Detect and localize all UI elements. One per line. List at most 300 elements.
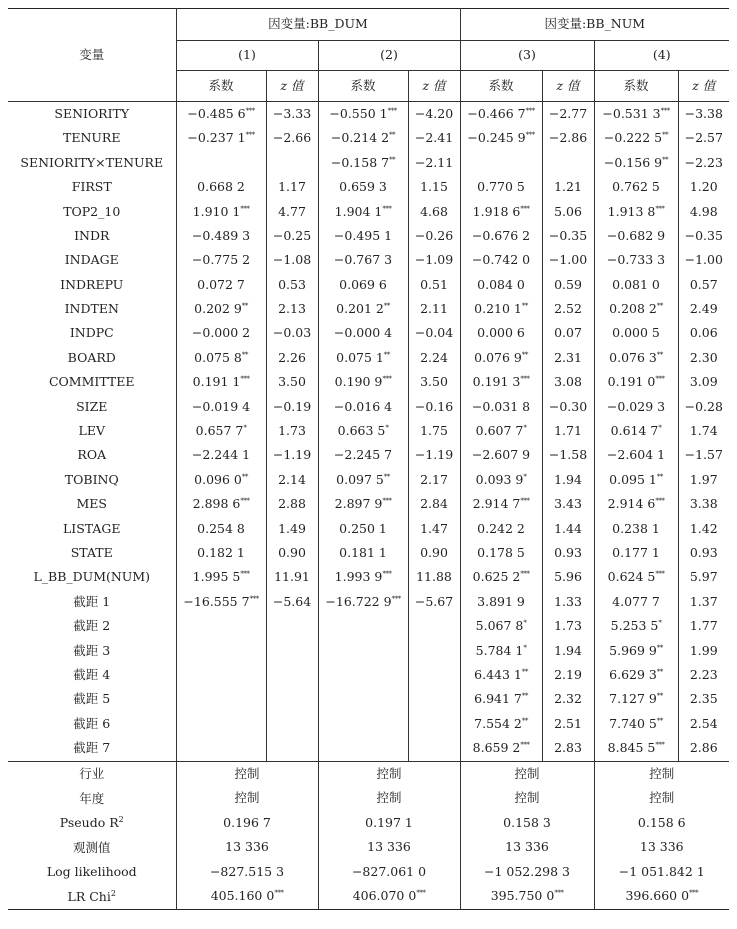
cell-value: 13 336 xyxy=(505,839,549,855)
significance-stars: ** xyxy=(241,472,248,481)
coef-cell xyxy=(594,468,678,492)
z-cell xyxy=(542,468,594,492)
significance-stars: *** xyxy=(240,497,250,506)
coef-cell xyxy=(460,443,542,467)
cell-value: 0.762 5 xyxy=(612,179,660,195)
cell-value: 1.21 xyxy=(554,179,582,195)
cell-value: 0.238 1 xyxy=(612,520,660,536)
coef-cell xyxy=(460,663,542,687)
cell-value: 控制 xyxy=(234,765,260,781)
cell-value: 3.50 xyxy=(420,374,448,390)
coef-column-header: 系数 xyxy=(318,71,408,102)
significance-stars: *** xyxy=(382,204,392,213)
z-cell xyxy=(542,248,594,272)
significance-stars: ** xyxy=(383,350,390,359)
z-cell xyxy=(266,419,318,443)
cell-value: −0.26 xyxy=(414,227,454,243)
z-cell xyxy=(542,273,594,297)
coef-cell xyxy=(176,687,266,711)
significance-stars: ** xyxy=(241,302,248,311)
summary-label-text: 观测值 xyxy=(72,839,111,855)
table-row xyxy=(8,443,729,467)
significance-stars: *** xyxy=(689,889,699,898)
significance-stars: ** xyxy=(662,155,669,164)
coef-cell xyxy=(460,322,542,346)
cell-value: 0.076 3 xyxy=(609,349,657,365)
coef-column-header: 系数 xyxy=(176,71,266,102)
significance-stars: *** xyxy=(520,497,530,506)
coef-cell xyxy=(460,346,542,370)
variable-name: SENIORITY×TENURE xyxy=(8,151,176,175)
cell-value: −1 051.842 1 xyxy=(618,863,705,879)
summary-value xyxy=(460,835,594,860)
summary-value xyxy=(594,884,729,909)
cell-value: 406.070 0 xyxy=(352,888,417,904)
z-cell xyxy=(408,322,460,346)
coef-cell xyxy=(460,468,542,492)
cell-value: −0.019 4 xyxy=(191,398,251,414)
cell-value: 0.93 xyxy=(554,544,582,560)
summary-row xyxy=(8,761,729,786)
cell-value: 1.904 1 xyxy=(334,203,383,219)
significance-stars: *** xyxy=(245,106,255,115)
cell-value: −0.466 7 xyxy=(467,105,526,121)
z-cell xyxy=(266,468,318,492)
coef-cell xyxy=(460,102,542,127)
cell-value: −827.515 3 xyxy=(209,863,285,879)
coef-cell xyxy=(594,224,678,248)
coef-cell xyxy=(176,639,266,663)
significance-stars: ** xyxy=(521,667,528,676)
z-cell xyxy=(408,419,460,443)
cell-value: 3.38 xyxy=(689,496,718,512)
significance-stars: *** xyxy=(382,375,392,384)
coef-cell xyxy=(594,175,678,199)
z-cell xyxy=(678,712,729,736)
cell-value: −0.222 5 xyxy=(603,130,663,146)
z-cell xyxy=(678,346,729,370)
coef-cell xyxy=(460,492,542,516)
cell-value: 4.68 xyxy=(420,203,448,219)
cell-value: 0.625 2 xyxy=(472,569,521,585)
cell-value: 0.000 6 xyxy=(477,325,525,341)
z-cell xyxy=(408,687,460,711)
z-cell xyxy=(266,126,318,150)
cell-value: 1.74 xyxy=(689,423,718,439)
z-cell xyxy=(678,517,729,541)
significance-stars: * xyxy=(385,424,389,433)
z-cell xyxy=(408,590,460,614)
z-cell xyxy=(678,541,729,565)
variable-name: 截距 5 xyxy=(8,687,176,711)
coef-cell xyxy=(460,248,542,272)
table-row xyxy=(8,517,729,541)
z-cell xyxy=(266,639,318,663)
cell-value: 5.067 8 xyxy=(475,618,524,634)
table-row xyxy=(8,541,729,565)
cell-value: −0.30 xyxy=(548,398,588,414)
variable-name: COMMITTEE xyxy=(8,370,176,394)
cell-value: 2.11 xyxy=(420,301,448,317)
cell-value: 0.072 7 xyxy=(197,276,245,292)
cell-value: 5.96 xyxy=(554,569,582,585)
coef-cell xyxy=(318,102,408,127)
variable-header: 变量 xyxy=(8,9,176,102)
coef-cell xyxy=(318,273,408,297)
coef-cell xyxy=(176,419,266,443)
coef-cell xyxy=(460,712,542,736)
cell-value: 3.43 xyxy=(554,496,582,512)
cell-value: 1.15 xyxy=(420,179,448,195)
cell-value: −5.64 xyxy=(272,593,312,609)
cell-value: 1.17 xyxy=(278,179,306,195)
table-row xyxy=(8,297,729,321)
summary-rows xyxy=(8,761,729,909)
summary-value xyxy=(594,786,729,811)
coef-cell xyxy=(460,370,542,394)
significance-stars: * xyxy=(523,424,527,433)
table-row xyxy=(8,102,729,127)
coef-cell xyxy=(176,200,266,224)
coef-cell xyxy=(176,395,266,419)
cell-value: 4.77 xyxy=(278,203,306,219)
coef-cell xyxy=(594,639,678,663)
summary-label-text: Log likelihood xyxy=(46,864,137,880)
z-cell xyxy=(678,565,729,589)
cell-value: 11.88 xyxy=(416,569,452,585)
summary-value xyxy=(176,761,318,786)
coef-cell xyxy=(460,687,542,711)
cell-value: −0.031 8 xyxy=(471,398,531,414)
summary-value xyxy=(176,860,318,885)
cell-value: 3.891 9 xyxy=(477,593,525,609)
coef-cell xyxy=(318,175,408,199)
cell-value: −2.607 9 xyxy=(471,447,531,463)
model-header: (3) xyxy=(460,41,594,71)
cell-value: 1.44 xyxy=(554,520,582,536)
cell-value: 0.000 5 xyxy=(612,325,660,341)
z-cell xyxy=(266,297,318,321)
significance-stars: *** xyxy=(554,889,564,898)
coef-cell xyxy=(318,687,408,711)
coef-cell xyxy=(318,468,408,492)
cell-value: 2.23 xyxy=(689,666,718,682)
significance-stars: ** xyxy=(241,350,248,359)
z-cell xyxy=(678,395,729,419)
coef-cell xyxy=(318,565,408,589)
coef-cell xyxy=(460,419,542,443)
summary-value xyxy=(318,835,460,860)
z-column-header: z 值 xyxy=(266,71,318,102)
cell-value: 2.898 6 xyxy=(192,496,241,512)
coef-cell xyxy=(176,614,266,638)
cell-value: 0.614 7 xyxy=(610,423,659,439)
coef-cell xyxy=(176,736,266,761)
z-cell xyxy=(678,102,729,127)
cell-value: −0.000 2 xyxy=(191,325,251,341)
cell-value: −0.775 2 xyxy=(191,252,251,268)
cell-value: 控制 xyxy=(649,790,675,806)
summary-value xyxy=(318,884,460,909)
z-cell xyxy=(266,102,318,127)
cell-value: 8.659 2 xyxy=(472,740,521,756)
table-row xyxy=(8,200,729,224)
coef-cell xyxy=(594,614,678,638)
coef-cell xyxy=(460,395,542,419)
summary-label xyxy=(8,860,176,885)
cell-value: 0.57 xyxy=(689,276,718,292)
significance-stars: ** xyxy=(662,131,669,140)
cell-value: −0.35 xyxy=(548,227,588,243)
cell-value: 0.097 5 xyxy=(336,471,384,487)
cell-value: 6.629 3 xyxy=(609,666,657,682)
cell-value: 2.17 xyxy=(420,471,448,487)
coef-cell xyxy=(176,590,266,614)
cell-value: −2.57 xyxy=(684,130,723,146)
cell-value: 0.081 0 xyxy=(612,276,660,292)
z-cell xyxy=(266,248,318,272)
coef-cell xyxy=(460,565,542,589)
cell-value: 6.941 7 xyxy=(474,691,522,707)
coef-cell xyxy=(318,126,408,150)
model-header: (2) xyxy=(318,41,460,71)
table-row xyxy=(8,346,729,370)
cell-value: −0.531 3 xyxy=(602,105,661,121)
cell-value: −0.495 1 xyxy=(333,227,393,243)
cell-value: 7.740 5 xyxy=(609,715,657,731)
cell-value: −5.67 xyxy=(414,593,454,609)
summary-value xyxy=(460,811,594,836)
coef-cell xyxy=(176,468,266,492)
z-cell xyxy=(408,468,460,492)
cell-value: −1.19 xyxy=(414,447,454,463)
z-cell xyxy=(266,517,318,541)
cell-value: 2.24 xyxy=(420,349,448,365)
cell-value: 0.659 3 xyxy=(339,179,387,195)
variable-name: 截距 7 xyxy=(8,736,176,761)
cell-value: 2.30 xyxy=(689,349,718,365)
coef-cell xyxy=(594,273,678,297)
cell-value: 2.914 6 xyxy=(607,496,656,512)
coef-cell xyxy=(594,395,678,419)
cell-value: 7.554 2 xyxy=(474,715,522,731)
cell-value: 2.14 xyxy=(278,471,306,487)
cell-value: −0.550 1 xyxy=(329,105,388,121)
table-row xyxy=(8,712,729,736)
coef-cell xyxy=(460,590,542,614)
coef-cell xyxy=(594,541,678,565)
table-row xyxy=(8,565,729,589)
cell-value: 0.93 xyxy=(689,544,718,560)
regression-table xyxy=(8,8,729,910)
cell-value: 控制 xyxy=(376,790,402,806)
cell-value: −1.08 xyxy=(272,252,312,268)
z-cell xyxy=(542,517,594,541)
cell-value: 0.158 6 xyxy=(637,814,686,830)
z-cell xyxy=(408,395,460,419)
z-cell xyxy=(266,492,318,516)
cell-value: 11.91 xyxy=(274,569,310,585)
coef-cell xyxy=(176,712,266,736)
significance-stars: ** xyxy=(521,692,528,701)
coef-cell xyxy=(318,614,408,638)
coef-cell xyxy=(460,224,542,248)
coef-cell xyxy=(176,370,266,394)
z-column-header: z 值 xyxy=(678,71,729,102)
coef-cell xyxy=(460,614,542,638)
variable-name: SIZE xyxy=(8,395,176,419)
significance-stars: ** xyxy=(389,155,396,164)
z-cell xyxy=(408,492,460,516)
cell-value: 0.51 xyxy=(420,276,448,292)
z-cell xyxy=(266,322,318,346)
significance-stars: *** xyxy=(240,570,250,579)
coef-cell xyxy=(176,273,266,297)
z-cell xyxy=(678,492,729,516)
cell-value: 0.663 5 xyxy=(337,423,386,439)
variable-name: SENIORITY xyxy=(8,102,176,127)
summary-value xyxy=(176,835,318,860)
cell-value: 0.210 1 xyxy=(474,301,522,317)
cell-value: 3.08 xyxy=(554,374,582,390)
cell-value: 1.918 6 xyxy=(472,203,521,219)
significance-stars: * xyxy=(658,424,662,433)
z-cell xyxy=(542,224,594,248)
significance-stars: *** xyxy=(655,204,665,213)
cell-value: 0.59 xyxy=(554,276,582,292)
cell-value: −0.742 0 xyxy=(471,252,531,268)
cell-value: 405.160 0 xyxy=(210,888,275,904)
significance-stars: ** xyxy=(656,350,663,359)
cell-value: −2.41 xyxy=(414,130,454,146)
cell-value: 1.42 xyxy=(689,520,718,536)
z-cell xyxy=(542,687,594,711)
variable-name: TOBINQ xyxy=(8,468,176,492)
summary-value xyxy=(460,884,594,909)
table-row xyxy=(8,370,729,394)
z-cell xyxy=(408,151,460,175)
cell-value: 0.095 1 xyxy=(609,471,657,487)
variable-name: 截距 1 xyxy=(8,590,176,614)
cell-value: 1.99 xyxy=(689,642,718,658)
coef-cell xyxy=(318,590,408,614)
coef-cell xyxy=(460,200,542,224)
cell-value: 396.660 0 xyxy=(625,888,690,904)
cell-value: 1.75 xyxy=(420,423,448,439)
coef-column-header: 系数 xyxy=(594,71,678,102)
cell-value: 2.54 xyxy=(689,715,718,731)
summary-value xyxy=(176,811,318,836)
model-header: (4) xyxy=(594,41,729,71)
coef-cell xyxy=(318,248,408,272)
z-cell xyxy=(408,517,460,541)
significance-stars: ** xyxy=(656,643,663,652)
cell-value: 2.13 xyxy=(278,301,306,317)
cell-value: −2.604 1 xyxy=(606,447,666,463)
z-cell xyxy=(266,200,318,224)
variable-name: INDTEN xyxy=(8,297,176,321)
z-cell xyxy=(542,419,594,443)
z-cell xyxy=(266,151,318,175)
coef-cell xyxy=(460,517,542,541)
significance-stars: *** xyxy=(520,375,530,384)
cell-value: −0.156 9 xyxy=(603,154,663,170)
z-cell xyxy=(408,565,460,589)
z-cell xyxy=(542,712,594,736)
variable-name: STATE xyxy=(8,541,176,565)
coef-cell xyxy=(176,663,266,687)
cell-value: −2.77 xyxy=(548,105,588,121)
coef-cell xyxy=(594,419,678,443)
cell-value: 2.52 xyxy=(554,301,582,317)
coef-cell xyxy=(594,102,678,127)
cell-value: 8.845 5 xyxy=(607,740,656,756)
coef-cell xyxy=(460,639,542,663)
z-cell xyxy=(266,736,318,761)
significance-stars: *** xyxy=(245,131,255,140)
z-cell xyxy=(542,346,594,370)
z-cell xyxy=(266,346,318,370)
cell-value: 2.32 xyxy=(554,691,582,707)
summary-label xyxy=(8,835,176,860)
z-cell xyxy=(678,468,729,492)
cell-value: −1.57 xyxy=(684,447,723,463)
cell-value: 1.73 xyxy=(278,423,306,439)
coef-cell xyxy=(176,151,266,175)
cell-value: 3.09 xyxy=(689,374,718,390)
variable-name: 截距 4 xyxy=(8,663,176,687)
table-row xyxy=(8,273,729,297)
z-cell xyxy=(678,322,729,346)
z-cell xyxy=(408,175,460,199)
cell-value: 5.969 9 xyxy=(609,642,657,658)
summary-value xyxy=(594,835,729,860)
variable-name: FIRST xyxy=(8,175,176,199)
coef-cell xyxy=(176,346,266,370)
coef-cell xyxy=(318,492,408,516)
cell-value: 1.77 xyxy=(689,618,718,634)
z-cell xyxy=(542,322,594,346)
cell-value: 0.191 3 xyxy=(472,374,521,390)
cell-value: 13 336 xyxy=(225,839,269,855)
cell-value: −0.03 xyxy=(272,325,312,341)
z-cell xyxy=(678,200,729,224)
cell-value: 1.993 9 xyxy=(334,569,383,585)
coef-cell xyxy=(460,126,542,150)
variable-name: LISTAGE xyxy=(8,517,176,541)
significance-stars: *** xyxy=(520,741,530,750)
cell-value: −0.158 7 xyxy=(330,154,390,170)
z-cell xyxy=(678,297,729,321)
significance-stars: ** xyxy=(383,472,390,481)
z-cell xyxy=(678,639,729,663)
z-cell xyxy=(408,614,460,638)
z-cell xyxy=(678,614,729,638)
z-cell xyxy=(408,273,460,297)
cell-value: 0.770 5 xyxy=(477,179,525,195)
z-cell xyxy=(408,712,460,736)
significance-stars: ** xyxy=(656,692,663,701)
cell-value: 0.250 1 xyxy=(339,520,387,536)
cell-value: 2.83 xyxy=(554,740,582,756)
cell-value: −2.245 7 xyxy=(333,447,393,463)
coef-cell xyxy=(318,736,408,761)
cell-value: −0.029 3 xyxy=(606,398,666,414)
z-cell xyxy=(266,370,318,394)
cell-value: 2.84 xyxy=(420,496,448,512)
coef-cell xyxy=(460,273,542,297)
z-column-header: z 值 xyxy=(408,71,460,102)
